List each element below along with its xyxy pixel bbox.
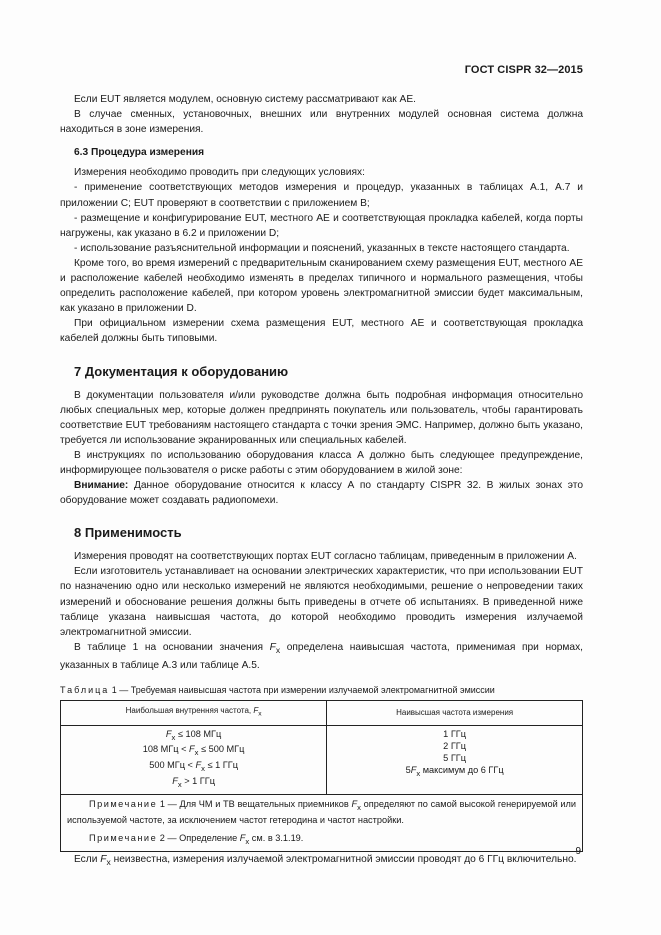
page-body bbox=[60, 92, 583, 870]
range-line-1: $F_x \le 108$ МГц bbox=[165, 728, 222, 742]
warning-label: Внимание: bbox=[74, 480, 129, 492]
section-8-heading: 8 Применимость bbox=[74, 525, 182, 541]
sec63-paragraph-1: Измерения необходимо проводить при следующих условиях: bbox=[74, 167, 365, 179]
highest-frequency-cell bbox=[327, 725, 583, 794]
sec63-bullet-2: - размещение и конфигурирование EUT, местного АЕ и соответствующая прокладка кабелей, когда порты нагружены, как указано в 6.2 и приложении D; bbox=[60, 212, 583, 239]
sec63-paragraph-2: Кроме того, во время измерений с предварительным сканированием схему размещения EUT, местного АЕ и расположение кабелей необходимо изменять в пределах типичного и нормального размещения, чтобы определить расположение кабелей, при котором уровень электромагнитной эмиссии будет максимальным, как указано в приложении D. bbox=[60, 257, 583, 315]
table-note-1: Примечание 1 — Для ЧМ и ТВ вещательных приемников $F_x$ определяют по самой высокой генерируемой или используемой частоте, за исключением частот гетеродина и частот настройки. bbox=[67, 798, 577, 825]
table-note-2: Примечание 2 — Определение $F_x$ см. в 3.1.19. bbox=[89, 832, 304, 846]
table-header-row bbox=[61, 701, 583, 726]
sec8-paragraph-2: Если изготовитель устанавливает на основании электрических характеристик, что при использовании EUT по назначению одно или несколько измерений не являются необходимыми, решение о непроведении таких измерений и обоснование решения должны быть приведены в отчете об испытаниях. В приведенной ниже таблице указана наивысшая частота, до которой необходимо проводить измерения излучаемой электромагнитной эмиссии. bbox=[60, 566, 583, 638]
sec7-warning bbox=[60, 478, 583, 508]
standard-header: ГОСТ CISPR 32—2015 bbox=[464, 64, 583, 76]
table-caption: Таблица 1 — Требуемая наивысшая частота при измерении излучаемой электромагнитной эмиссии bbox=[60, 685, 495, 696]
table-notes-row bbox=[61, 794, 583, 851]
page-number: 9 bbox=[575, 846, 581, 857]
freq-line-4: $5F_x$ максимум до 6 ГГц bbox=[405, 764, 504, 778]
sec7-paragraph-2: В инструкциях по использованию оборудования класса А должно быть следующее предупреждение, информирующее пользователя о риске работы с этим оборудованием в жилой зоне: bbox=[60, 449, 583, 476]
internal-frequency-cell bbox=[61, 725, 327, 794]
sec7-paragraph-1: В документации пользователя и/или руководстве должна быть подробная информация относительно любых специальных мер, которые должен предпринять покупатель или пользователь, чтобы гарантировать соответствие EUT требованиям настоящего стандарта с точки зрения ЭМС. Например, должно быть указано, требуется ли использование экранированных или специальных кабелей. bbox=[60, 389, 583, 446]
sec8-paragraph-3: В таблице 1 на основании значения $F_x$ определена наивысшая частота, применимая при нормах, указанных в таблице А.3 или таблице А.5. bbox=[60, 641, 583, 671]
sec63-bullet-3: - использование разъяснительной информации и пояснений, указанных в тексте настоящего стандарта. bbox=[74, 242, 570, 254]
closing-paragraph: Если $F_x$ неизвестна, измерения излучаемой электромагнитной эмиссии проводят до 6 ГГц включительно. bbox=[74, 853, 577, 867]
freq-line-2: 2 ГГц bbox=[443, 740, 467, 751]
freq-line-3: 5 ГГц bbox=[443, 752, 467, 763]
table-notes bbox=[61, 794, 583, 851]
section-7-heading: 7 Документация к оборудованию bbox=[74, 363, 289, 379]
sec63-paragraph-3: При официальном измерении схема размещения EUT, местного АЕ и соответствующая прокладка кабелей должны быть типовыми. bbox=[60, 318, 583, 345]
section-6-3-heading: 6.3 Процедура измерения bbox=[74, 147, 205, 159]
table-header-internal-frequency: Наибольшая внутренняя частота, $F_x$ bbox=[61, 701, 327, 726]
frequency-table bbox=[60, 700, 583, 852]
sec8-paragraph-1: Измерения проводят на соответствующих портах EUT согласно таблицам, приведенным в приложении А. bbox=[74, 551, 577, 563]
table-row bbox=[61, 725, 583, 794]
range-line-2: 108 МГц < $F_x \le 500$ МГц bbox=[142, 744, 245, 758]
intro-paragraph-2: В случае сменных, установочных, внешних или внутренних модулей основная система должна находиться в зоне измерения. bbox=[60, 109, 583, 136]
intro-paragraph-1: Если EUT является модулем, основную систему рассматривают как AE. bbox=[74, 94, 416, 105]
sec63-bullet-1: - применение соответствующих методов измерения и процедур, указанных в таблицах А.1, А.7 и приложении С; EUT проверяют в соответствии с приложением В; bbox=[60, 182, 583, 209]
range-line-3: 500 МГц < $F_x \le 1$ ГГц bbox=[149, 760, 238, 774]
warning-text: Данное оборудование относится к классу А по стандарту CISPR 32. В жилых зонах это оборудование может создавать радиопомехи. bbox=[60, 480, 583, 507]
freq-line-1: 1 ГГц bbox=[443, 728, 467, 739]
range-line-4: $F_x > 1$ ГГц bbox=[172, 776, 216, 789]
table-header-highest-frequency: Наивысшая частота измерения bbox=[327, 701, 583, 726]
